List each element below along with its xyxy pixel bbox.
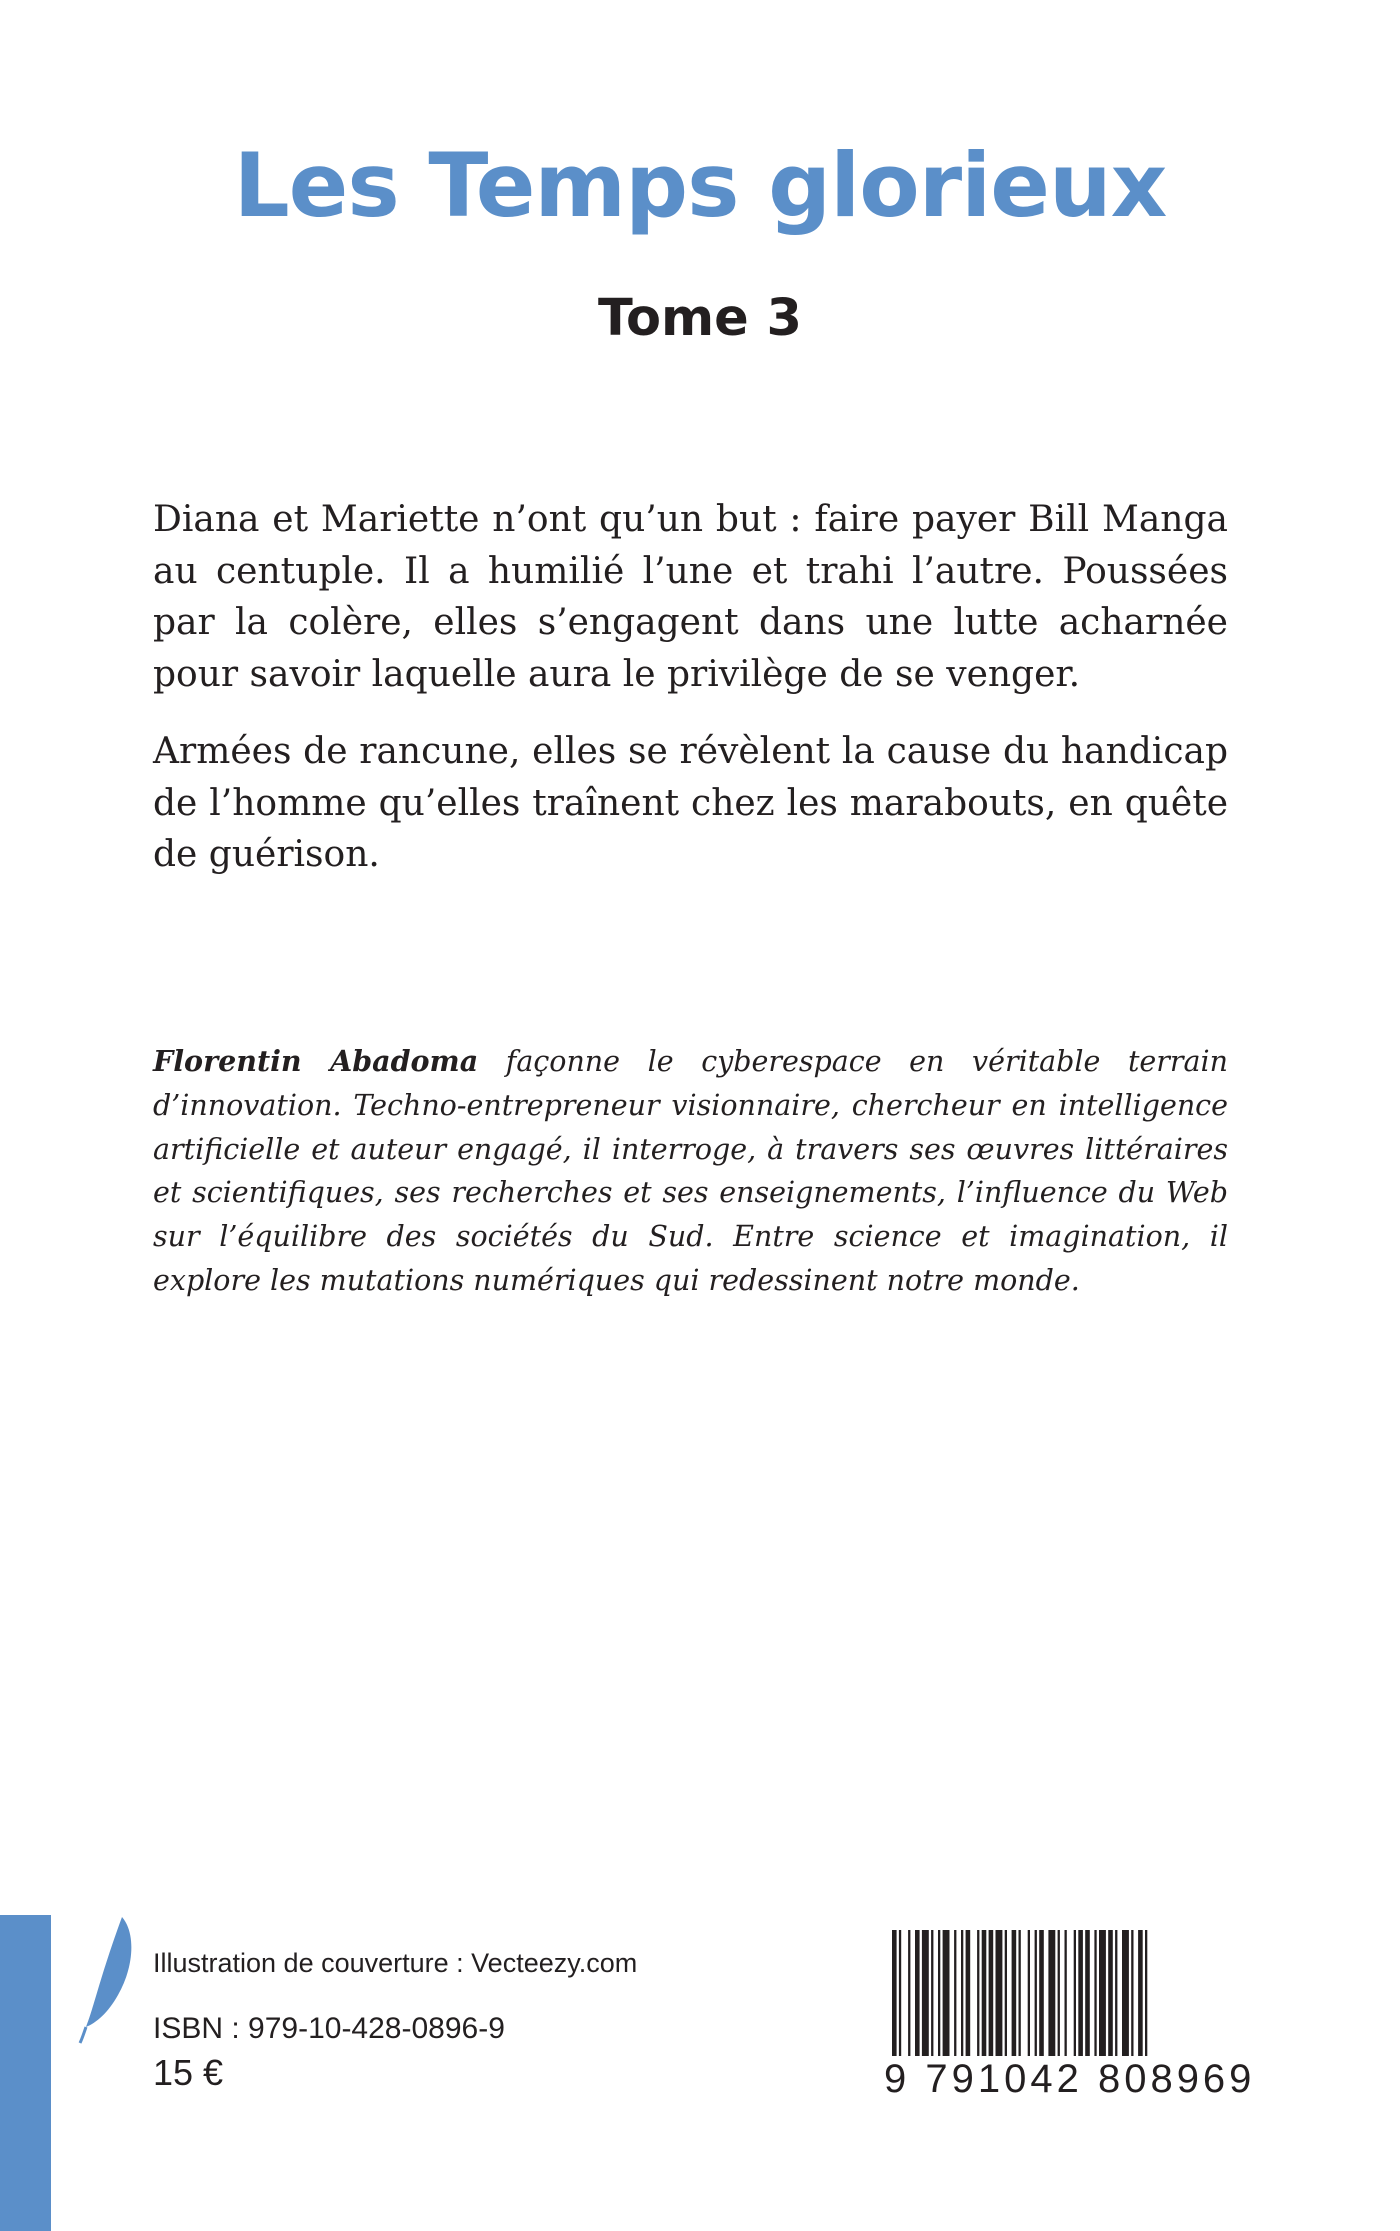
publisher-color-band [0,1915,51,2231]
author-name: Florentin Abadoma [153,1044,479,1078]
barcode-bar [1094,1930,1096,2076]
publication-credits [153,1945,637,2095]
barcode-bar [961,1930,963,2076]
barcode-bar [1122,1930,1129,2076]
barcode-bar [1028,1930,1030,2076]
barcode-digits: 9 791042 808969 [884,2057,1256,2101]
barcode-bar [982,1930,987,2076]
barcode-bar [1145,1930,1147,2076]
barcode-bar [943,1930,950,2076]
barcode-bar [1108,1930,1113,2076]
synopsis [153,494,1228,907]
barcode [884,1930,1256,2105]
barcode-bar [892,1930,897,2076]
barcode-bar [1085,1930,1090,2076]
book-title: Les Temps glorieux [233,134,1167,237]
barcode-bar [931,1930,933,2076]
barcode-bar [1074,1930,1076,2076]
author-bio [153,1040,1228,1303]
barcode-bar [1039,1930,1044,2076]
barcode-bar [989,1930,994,2076]
barcode-bar [954,1930,956,2076]
barcode-bar [1012,1930,1017,2076]
illustration-credit: Illustration de couverture : Vecteezy.com [153,1948,638,1978]
barcode-bar [938,1930,940,2076]
barcode-bar [1005,1930,1007,2076]
barcode-bar [977,1930,979,2076]
author-bio-text: façonne le cyberespace en véritable terrain d’innovation. Techno-entrepreneur visionnaire, chercheur en intelligence artificielle et auteur engagé, il interroge, à travers ses œuvres littéraires et scientifiques, ses recherches et ses enseignements, l’influence du Web sur l’équilibre des sociétés du Sud. Entre science et imagination, il explore les mutations numériques qui redessinent notre monde. [153,1045,1228,1297]
barcode-bar [1065,1930,1067,2076]
barcode-bar [996,1930,1003,2076]
barcode-bar [1099,1930,1106,2076]
synopsis-paragraph-2: Armées de rancune, elles se révèlent la cause du handicap de l’homme qu’elles traînent chez les marabouts, en quête de guérison. [153,731,1228,875]
barcode-bar [1131,1930,1133,2076]
barcode-bar [908,1930,910,2076]
feather-icon [78,1915,140,2045]
barcode-bar [899,1930,901,2076]
barcode-bar [1019,1930,1021,2076]
volume-subtitle: Tome 3 [597,289,803,348]
barcode-bar [1048,1930,1055,2076]
barcode-bar [922,1930,929,2076]
synopsis-paragraph-1: Diana et Mariette n’ont qu’un but : faire payer Bill Manga au centuple. Il a humilié l’une et trahi l’autre. Poussées par la colère, elles s’engagent dans une lutte acharnée pour savoir laquelle aura le privilège de se venger. [153,499,1228,695]
barcode-bar [1115,1930,1117,2076]
barcode-bar [1078,1930,1083,2076]
price: 15 € [153,2052,224,2093]
barcode-bar [966,1930,971,2076]
barcode-bar [1058,1930,1060,2076]
barcode-bar [915,1930,920,2076]
barcode-bar [1035,1930,1037,2076]
isbn: ISBN : 979-10-428-0896-9 [153,2012,505,2045]
barcode-bar [1138,1930,1143,2076]
